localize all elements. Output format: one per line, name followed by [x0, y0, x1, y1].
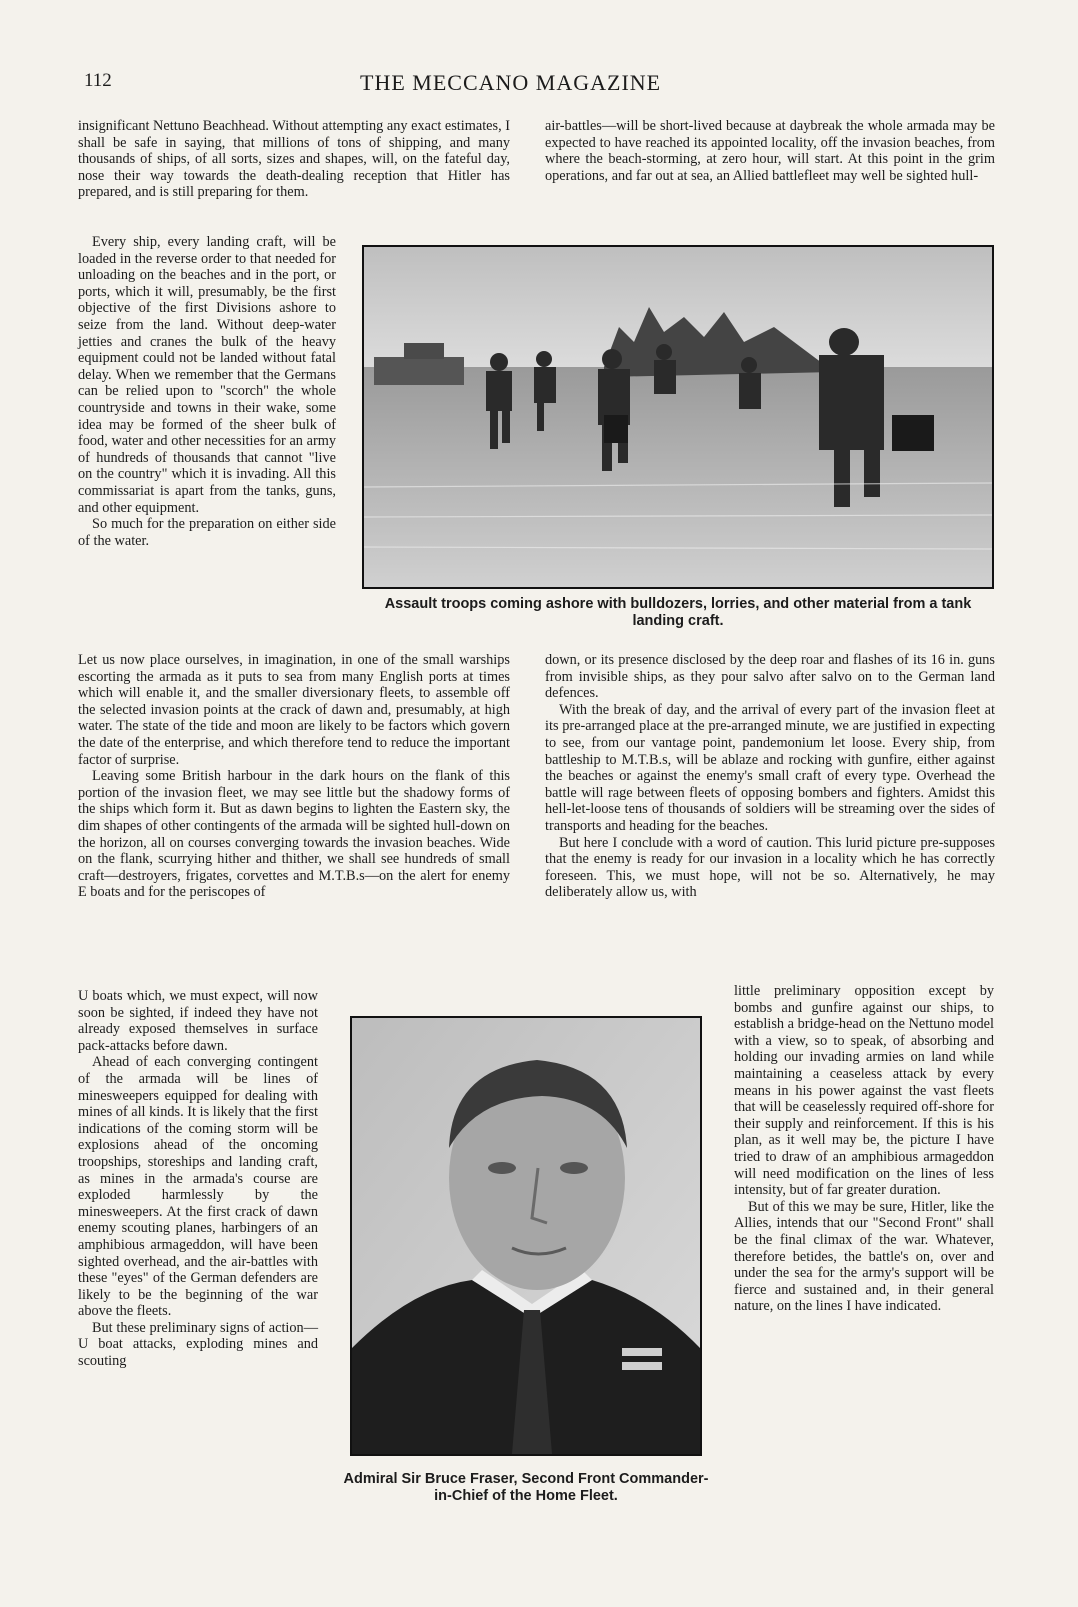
col2-bottom-text: [734, 983, 994, 1315]
paragraph: little preliminary opposition except by bombs and gunfire against our ships, to establish a bridge-head on the Nettuno model with a view, so to speak, of absorbing and holding our invading armies on land while maintaining a ceaseless attack by every means in his power against the vast fleets that will be ceaselessly required off-shore for their supply and reinforcement. If this is his plan, as it well may be, the picture I have tried to draw of an amphibious armageddon will need modification on the lines of less intensity, but of far greater duration.: [734, 983, 994, 1199]
paragraph: Let us now place ourselves, in imagination, in one of the small warships escorting the armada as it puts to sea from many English ports at times which will enable it, and the smaller diversionary fleets, to assemble off the selected invasion points at the crack of dawn and, presumably, at high water. The state of the tide and moon are likely to be factors which govern the date of the enterprise, and which therefore tend to reduce the important factor of surprise.: [78, 652, 510, 768]
paragraph: With the break of day, and the arrival of every part of the invasion fleet at its pre-arranged place at the pre-arranged minute, we are justified in expecting to see, from our vantage point, pandemonium let loose. Every ship, from battleship to M.T.B.s, will be ablaze and rocking with gunfire, either against the beaches or against the enemy's small craft of every type. Overhead the battle will rage between fleets of opposing bombers and fighters. Amidst this hell-let-loose tens of thousands of soldiers will be streaming over the sides of transports and heading for the beaches.: [545, 701, 995, 834]
paragraph: insignificant Nettuno Beachhead. Without attempting any exact estimates, I shall be safe in saying, that millions of tons of shipping, and many thousands of ships, of all sorts, sizes and shapes, will, on the fateful day, nose their way towards the death-dealing reception that Hitler has prepared, and is still preparing for them.: [78, 118, 510, 201]
paragraph: air-battles—will be short-lived because at daybreak the whole armada may be expected to have reached its appointed locality, off the invasion beaches, from where the beach-storming, at zero hour, will start. At this point in the grim operations, and far out at sea, an Allied battlefleet may well be sighted hull-: [545, 118, 995, 184]
landing-photo-caption: Assault troops coming ashore with bulldozers, lorries, and other material from a tank landing craft.: [384, 596, 972, 629]
portrait-caption: Admiral Sir Bruce Fraser, Second Front Commander-in-Chief of the Home Fleet.: [343, 1471, 709, 1504]
paragraph: But these preliminary signs of action—U boat attacks, exploding mines and scouting: [78, 1319, 318, 1370]
col1-narrow-text: [78, 234, 336, 549]
paragraph: So much for the preparation on either side of the water.: [78, 516, 336, 549]
paragraph: But of this we may be sure, Hitler, like the Allies, intends that our "Second Front" shall be the final climax of the war. Whatever, therefore betides, the battle's on, over and under the sea for the army's support will be fierce and sustained and, in their general nature, on the lines I have indicated.: [734, 1198, 994, 1315]
landing-craft-photo: [362, 245, 994, 589]
paragraph: Leaving some British harbour in the dark hours on the flank of this portion of the invasion fleet, we may see little but the shadowy forms of the ships which form it. But as dawn begins to lighten the Eastern sky, the dim shapes of other contingents of the armada will be sighted hull-down on the horizon, all on courses converging towards the invasion beaches. Wide on the flank, scurrying hither and thither, we shall see hundreds of small craft—destroyers, frigates, corvettes and M.T.B.s—on the alert for enemy E boats and for the periscopes of: [78, 768, 510, 901]
paragraph: U boats which, we must expect, will now soon be sighted, if indeed they have not already exposed themselves in surface pack-attacks before dawn.: [78, 988, 318, 1054]
paragraph: But here I conclude with a word of caution. This lurid picture pre-supposes that the enemy is ready for our invasion in a locality which he has correctly foreseen. This, we must hope, will not be so. Alternatively, he may deliberately allow us, with: [545, 834, 995, 901]
magazine-title: THE MECCANO MAGAZINE: [360, 70, 662, 95]
paragraph: down, or its presence disclosed by the deep roar and flashes of its 16 in. guns from invisible ships, as they pour salvo after salvo on to the German land defences.: [545, 652, 995, 702]
admiral-portrait-photo: [350, 1016, 702, 1456]
paragraph: Ahead of each converging contingent of the armada will be lines of minesweepers equipped for dealing with mines of all kinds. It is likely that the first indications of the coming storm will be explosions ahead of the oncoming troopships, storeships and landing craft, as mines in the armada's course are exploded harmlessly by the minesweepers. At the first crack of dawn enemy scouting planes, harbingers of an amphibious armageddon, will have been sighted overhead, and the air-battles with these "eyes" of the German defenders are likely to be the beginning of the war above the fleets.: [78, 1054, 318, 1320]
page-number: 112: [84, 70, 112, 91]
col2-mid-text: [545, 652, 995, 901]
col2-top-text: [545, 118, 995, 184]
paragraph: Every ship, every landing craft, will be loaded in the reverse order to that needed for unloading on the beaches and in the port, or ports, which it will, presumably, be the first objective of the first Divisions ashore to seize from the land. Without deep-water jetties and cranes the bulk of the heavy equipment could not be landed without fatal delay. When we remember that the Germans can be relied upon to "scorch" the whole countryside and towns in their wake, some idea may be formed of the sheer bulk of food, water and other necessities for an army of hundreds of thousands that cannot "live on the country" which it is invading. All this commissariat is apart from the tanks, guns, and other equipment.: [78, 234, 336, 516]
col1-bottom-text: [78, 988, 318, 1370]
col1-top-text: [78, 118, 510, 201]
col1-mid-text: [78, 652, 510, 901]
